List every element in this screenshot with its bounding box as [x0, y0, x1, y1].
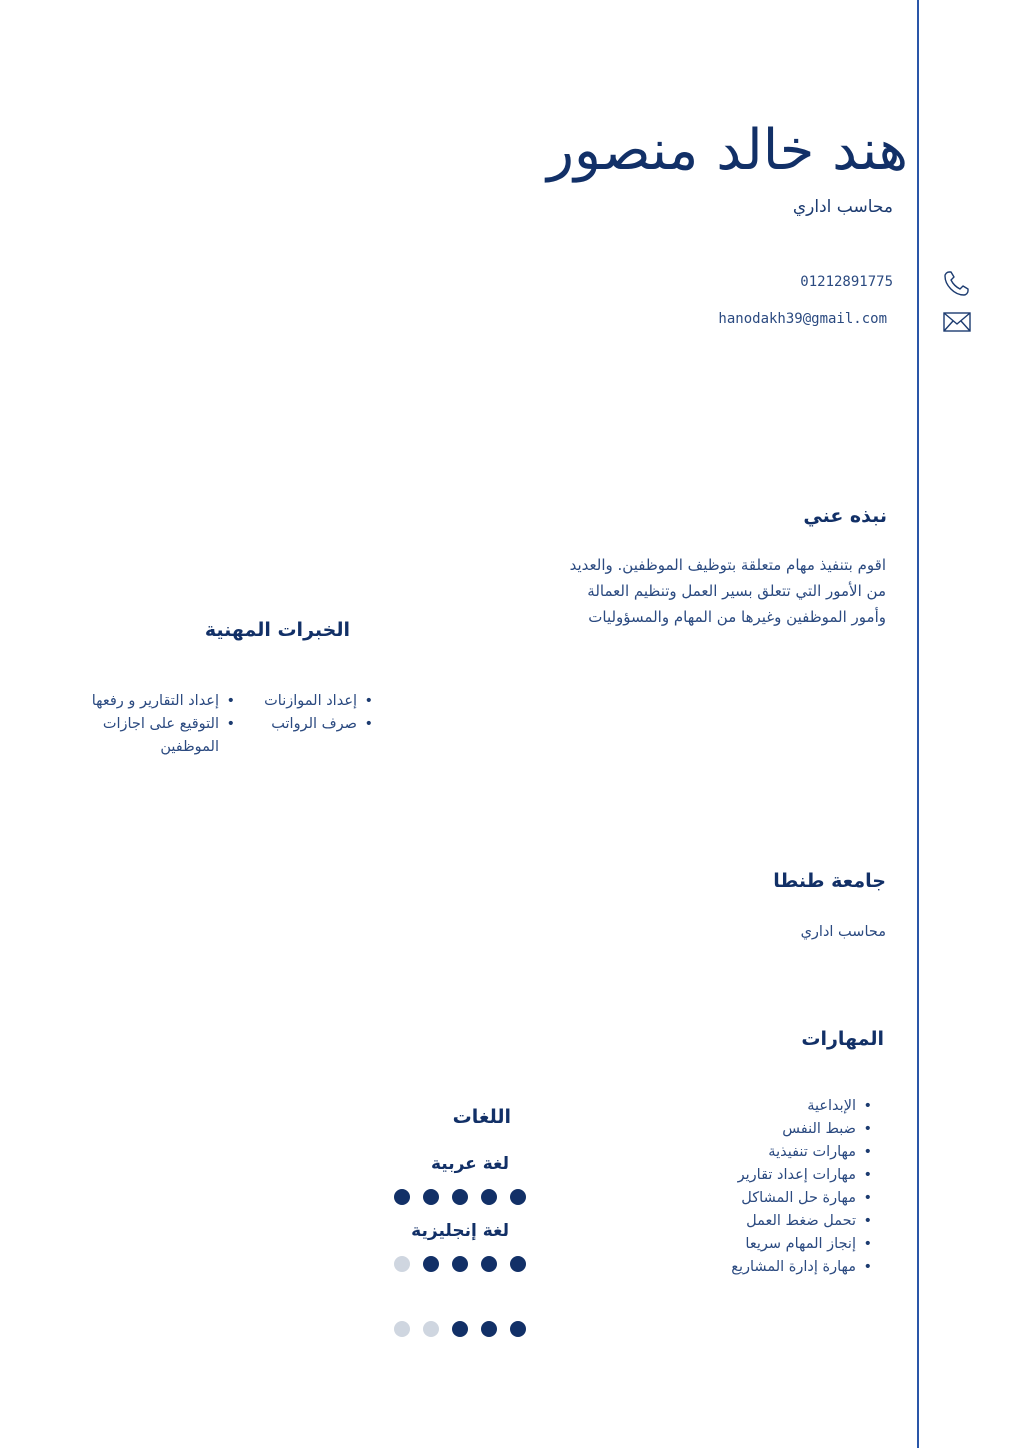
experience-heading: الخبرات المهنية [204, 619, 350, 641]
rating-dot-filled [481, 1321, 497, 1337]
skill-item: • إنجاز المهام سريعا [612, 1233, 872, 1256]
rating-dot-filled [481, 1189, 497, 1205]
languages-heading: اللغات [452, 1106, 511, 1128]
phone-number[interactable]: 01212891775 [800, 274, 893, 290]
skill-item: • مهارة إدارة المشاريع [612, 1256, 872, 1279]
envelope-icon [942, 308, 972, 338]
rating-dot-filled [510, 1321, 526, 1337]
rating-dot-empty [394, 1321, 410, 1337]
skill-item: • الإبداعية [612, 1095, 872, 1118]
about-text: اقوم بتنفيذ مهام متعلقة بتوظيف الموظفين. والعديد من الأمور التي تتعلق بسير العمل وتنظيم العمالة وأمور الموظفين وغيرها من المهام والمسؤوليات [569, 556, 886, 626]
education-heading: جامعة طنطا [773, 870, 886, 892]
rating-dot-empty [423, 1321, 439, 1337]
rating-dot-filled [423, 1256, 439, 1272]
experience-item: • إعداد التقارير و رفعها [65, 690, 235, 713]
language-name: لغة عربية [430, 1154, 509, 1174]
rating-dot-filled [452, 1256, 468, 1272]
skills-list [612, 1095, 872, 1279]
phone-icon [942, 268, 972, 298]
language-name: لغة إنجليزية [411, 1221, 509, 1241]
experience-item: • التوقيع على اجازات الموظفين [65, 713, 235, 759]
rating-dot-filled [452, 1321, 468, 1337]
skill-item: • مهارة حل المشاكل [612, 1187, 872, 1210]
experience-item: • صرف الرواتب [223, 713, 373, 736]
skills-heading: المهارات [801, 1028, 884, 1050]
person-name: هند خالد منصور [547, 118, 908, 183]
language-rating [381, 1189, 526, 1205]
email-address[interactable]: hanodakh39@gmail.com [718, 311, 887, 327]
experience-item: • إعداد الموازنات [223, 690, 373, 713]
rating-dot-filled [423, 1189, 439, 1205]
rating-dot-filled [510, 1189, 526, 1205]
experience-list-left [65, 690, 235, 759]
rating-dot-filled [452, 1189, 468, 1205]
rating-dot-filled [481, 1256, 497, 1272]
skill-item: • ضبط النفس [612, 1118, 872, 1141]
skill-item: • مهارات إعداد تقارير [612, 1164, 872, 1187]
language-rating [381, 1321, 526, 1337]
rating-dot-filled [394, 1189, 410, 1205]
experience-list-right [223, 690, 373, 736]
about-heading: نبذه عني [803, 505, 887, 527]
job-title: محاسب اداري [792, 197, 893, 217]
education-subtitle: محاسب اداري [800, 924, 886, 940]
vertical-divider [917, 0, 919, 1448]
skill-item: • مهارات تنفيذية [612, 1141, 872, 1164]
rating-dot-empty [394, 1256, 410, 1272]
skill-item: • تحمل ضغط العمل [612, 1210, 872, 1233]
language-rating [381, 1256, 526, 1272]
rating-dot-filled [510, 1256, 526, 1272]
